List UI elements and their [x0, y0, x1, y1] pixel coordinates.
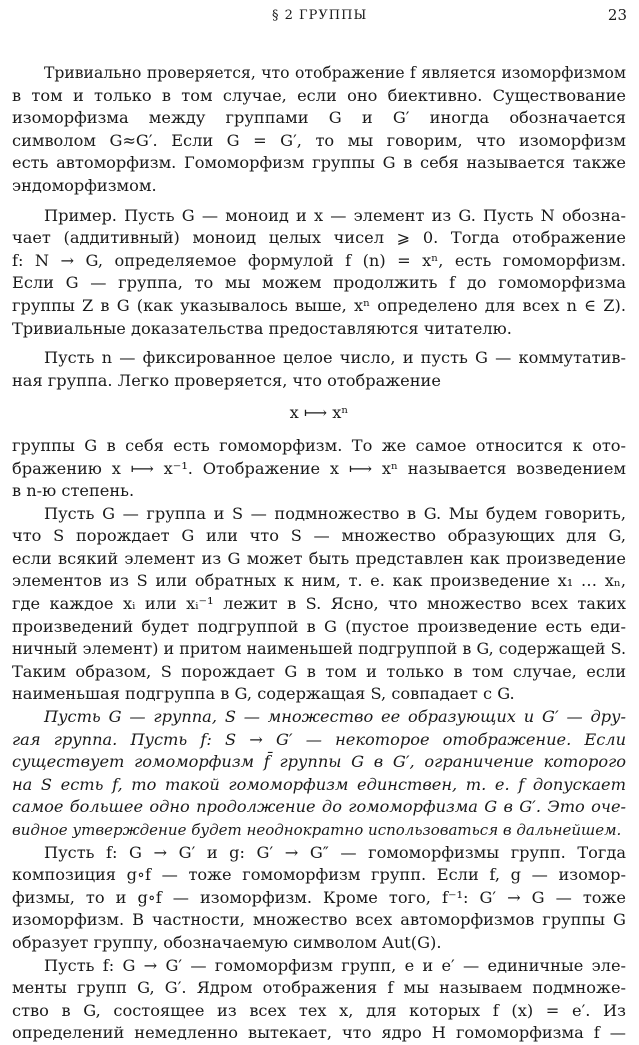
text-line: произведений будет подгруппой в G (пустое произведение есть еди-	[12, 616, 626, 636]
text-line: в том и только в том случае, если оно биективно. Существование	[12, 85, 626, 105]
running-head: § 2 ГРУППЫ	[272, 8, 368, 23]
text-line: чает (аддитивный) моноид целых чисел ⩾ 0. Тогда отображение	[12, 228, 626, 248]
text-line: существует гомоморфизм f̄ группы G в G′, ограничение которого	[12, 752, 626, 772]
text-line: Пусть G — группа, S — множество ее образующих и G′ — дру-	[44, 707, 626, 727]
text-line: символом G≈G′. Если G = G′, то мы говорим, что изоморфизм	[12, 130, 626, 150]
page-header	[0, 6, 639, 26]
text-line: изоморфизма между группами G и G′ иногда обозначается	[12, 108, 626, 128]
display-formula: x ⟼ xⁿ	[289, 403, 349, 423]
text-line: Пусть G — группа и S — подмножество в G. Мы будем говорить,	[44, 503, 626, 523]
text-line: видное утверждение будет неоднократно использоваться в дальнейшем.	[12, 821, 622, 839]
paragraph	[12, 347, 626, 392]
text-line: f: N → G, определяемое формулой f (n) = xⁿ, есть гомоморфизм.	[12, 250, 626, 270]
text-line: ство в G, состоящее из всех тех x, для которых f (x) = e′. Из	[12, 1000, 626, 1020]
page-body	[12, 62, 626, 1045]
text-line: Пусть n — фиксированное целое число, и пусть G — коммутатив-	[44, 348, 626, 368]
text-line: Таким образом, S порождает G в том и только в том случае, если	[12, 661, 626, 681]
text-line: менты групп G, G′. Ядром отображения f мы называем подмноже-	[12, 978, 626, 998]
text-line: композиция g∘f — тоже гомоморфизм групп. Если f, g — изомор-	[12, 865, 626, 885]
paragraph	[12, 62, 626, 198]
text-line: в n-ю степень.	[12, 481, 135, 501]
text-line: есть автоморфизм. Гомоморфизм группы G в себя называется также	[12, 153, 626, 173]
paragraph	[12, 842, 626, 955]
text-line: Тривиально проверяется, что отображение f является изоморфизмом	[44, 64, 626, 82]
text-line: Тривиальные доказательства предоставляются читателю.	[12, 318, 512, 338]
text-line: бражению x ⟼ x⁻¹. Отображение x ⟼ xⁿ называется возведением	[12, 458, 626, 478]
page-number: 23	[607, 6, 627, 24]
text-line: гая группа. Пусть f: S → G′ — некоторое отображение. Если	[12, 729, 626, 749]
text-line: ная группа. Легко проверяется, что отображение	[12, 370, 441, 390]
text-line: группы Z в G (как указывалось выше, xⁿ определено для всех n ∈ Z).	[12, 295, 626, 315]
text-line: ничный элемент) и притом наименьшей подгруппой в G, содержащей S.	[12, 639, 626, 659]
text-line: если всякий элемент из G может быть представлен как произведение	[12, 548, 626, 568]
text-line: на S есть f, то такой гомоморфизм единствен, т. е. f допускает	[12, 774, 626, 794]
text-line: определений немедленно вытекает, что ядро H гомоморфизма f —	[12, 1023, 626, 1043]
text-line: где каждое xᵢ или xᵢ⁻¹ лежит в S. Ясно, что множество всех таких	[12, 594, 626, 614]
text-line: самое большее одно продолжение до гомоморфизма G в G′. Это оче-	[12, 797, 626, 817]
paragraph	[12, 503, 626, 706]
text-line: что S порождает G или что S — множество образующих для G,	[12, 526, 626, 546]
text-line: группы G в себя есть гомоморфизм. То же самое относится к ото-	[12, 435, 626, 455]
paragraph	[12, 435, 626, 503]
text-line: физмы, то и g∘f — изоморфизм. Кроме того, f⁻¹: G′ → G — тоже	[12, 887, 626, 907]
text-line: Пусть f: G → G′ и g: G′ → G″ — гомоморфизмы групп. Тогда	[44, 842, 626, 862]
text-line: элементов из S или обратных к ним, т. е. как произведение x₁ … xₙ,	[12, 571, 626, 591]
text-line: Пусть f: G → G′ — гомоморфизм групп, e и e′ — единичные эле-	[44, 955, 626, 975]
paragraph-italic	[12, 706, 626, 842]
text-line: Если G — группа, то мы можем продолжить f до гомоморфизма	[12, 273, 626, 293]
text-line: образует группу, обозначаемую символом Aut(G).	[12, 932, 442, 952]
text-line: Пример. Пусть G — моноид и x — элемент из G. Пусть N обозна-	[44, 205, 626, 225]
paragraph	[12, 205, 626, 341]
text-line: изоморфизм. В частности, множество всех автоморфизмов группы G	[12, 910, 626, 930]
text-line: наименьшая подгруппа в G, содержащая S, совпадает с G.	[12, 684, 515, 704]
text-line: эндоморфизмом.	[12, 175, 157, 195]
